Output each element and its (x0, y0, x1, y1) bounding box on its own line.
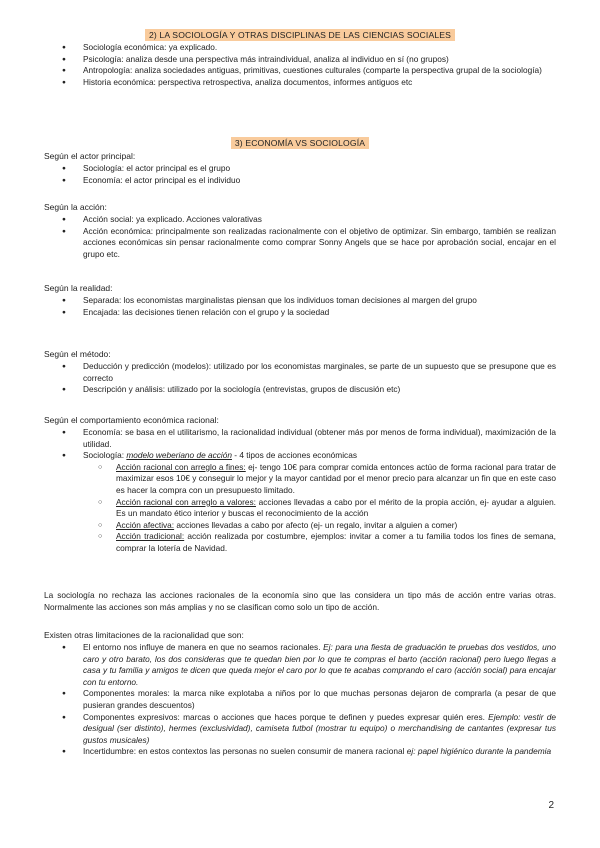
list-item (0, 712, 600, 747)
list-item: ● Acción económica: principalmente son realizadas racionalmente con el objetivo de optimizar. Sin embargo, también se realizan acciones económicas sin pensar racionalmente como comprar Sonny Angels que se hace por aprobación social, encajar en el grupo etc. (0, 226, 600, 261)
accion-list-block (0, 214, 600, 260)
group-heading-realidad: Según la realidad: (44, 283, 113, 293)
list-item: ● Sociología económica: ya explicado. (0, 42, 600, 54)
list-item (0, 531, 600, 554)
metodo-list-block (0, 361, 600, 396)
list-item: ● Economía: se basa en el utilitarismo, la racionalidad individual (obtener más por menos de forma individual), maximización de la utilidad. (0, 427, 600, 450)
limitation-text: Componentes morales: la marca nike explotaba a niños por lo que muchas personas dejaron de comprarla (a pesar de que pusieran grandes descuentos) (83, 688, 556, 710)
sociologia-prefix: Sociología: (83, 450, 127, 461)
list-item (0, 520, 600, 532)
list-item: ● Psicología: analiza desde una perspectiva más intraindividual, analiza al individuo en sí (no grupos) (0, 54, 600, 66)
list-item: ● Deducción y predicción (modelos): utilizado por los economistas marginales, se parte de un supuesto que se presupone que es correcto (0, 361, 600, 384)
summary-paragraph: La sociología no rechaza las acciones racionales de la economía sino que las considera un tipo más de acción entre varias otras. Normalmente las acciones son más amplias y no se clasifican como solo un tipo de acción. (44, 590, 556, 612)
section-title-1: 2) LA SOCIOLOGÍA Y OTRAS DISCIPLINAS DE LAS CIENCIAS SOCIALES (145, 29, 455, 41)
section-header-1 (0, 29, 600, 41)
group-heading-actor: Según el actor principal: (44, 151, 136, 161)
limitation-text: Componentes expresivos: marcas o acciones que haces porque te definen y puedes expresar quién eres. (83, 711, 489, 722)
list-item: ● Economía: el actor principal es el individuo (0, 175, 600, 187)
weber-model-label: modelo weberiano de acción (126, 450, 232, 461)
sociologia-suffix: - 4 tipos de acciones económicas (231, 450, 357, 461)
action-type-text: acciones llevadas a cabo por afecto (ej- un regalo, invitar a alguien a comer) (174, 519, 458, 530)
accion-list (0, 214, 600, 260)
list-item (0, 746, 600, 758)
limitation-example: Ejemplo: vestir de desigual (ser distinto), hermes (exclusividad), camiseta futbol (mostrar tu equipo) o merchandising de cantantes (expresar tus gustos musicales) (83, 711, 556, 745)
list-item: ● Antropología: analiza sociedades antiguas, primitivas, cuestiones culturales (comparte la perspectiva grupal de la sociología) (0, 65, 600, 77)
group-heading-comportamiento: Según el comportamiento económica racional: (44, 415, 219, 425)
list-item (0, 450, 600, 462)
action-type-text: acción realizada por costumbre, ejemplos: invitar a comer a tu familia todos los fines de semana, comprar la lotería de Navidad. (116, 531, 556, 553)
limitation-text: Incertidumbre: en estos contextos las personas no suelen consumir de manera racional (83, 746, 407, 757)
limitaciones-list (0, 642, 600, 758)
realidad-list-block (0, 295, 600, 318)
limitation-example: ej: papel higiénico durante la pandemia (406, 746, 552, 757)
list-item: ● Sociología: el actor principal es el grupo (0, 163, 600, 175)
weber-action-types-list (0, 462, 600, 555)
actor-list (0, 163, 600, 186)
list-item (0, 462, 600, 497)
disciplines-list (0, 42, 600, 88)
list-item: ● Encajada: las decisiones tienen relación con el grupo y la sociedad (0, 307, 600, 319)
limitation-example: Ej: para una fiesta de graduación te pruebas dos vestidos, uno caro y otro barato, los dos consideras que te quedan bien por lo que te compras el barto (acción racional) pero luego llegas a casa y tu familia y amigos te dicen que queda mejor el caro por lo que te acabas comprando el caro (acción social) para encajar con tu entorno. (83, 642, 556, 687)
action-type-label: Acción afectiva: (116, 519, 175, 530)
comportamiento-list-block (0, 427, 600, 555)
action-type-label: Acción racional con arreglo a valores: (116, 496, 256, 507)
page-number: 2 (548, 800, 554, 811)
realidad-list (0, 295, 600, 318)
group-heading-metodo: Según el método: (44, 349, 111, 359)
limitaciones-list-block (0, 642, 600, 758)
group-heading-limitaciones: Existen otras limitaciones de la racionalidad que son: (44, 630, 244, 640)
limitation-text: El entorno nos influye de manera en que no seamos racionales. (83, 642, 324, 652)
action-type-text: acciones llevadas a cabo por el mérito de la propia acción, ej- ayudar a alguien. Es un mandato ético interior y buscas el reconocimiento de la acción (116, 496, 556, 519)
section-title-2: 3) ECONOMÍA VS SOCIOLOGÍA (231, 137, 369, 149)
list-item (0, 688, 600, 711)
section-header-2 (0, 137, 600, 149)
list-item: ● Historia económica: perspectiva retrospectiva, analiza documentos, informes antiguos etc (0, 77, 600, 89)
metodo-list (0, 361, 600, 396)
action-type-label: Acción tradicional: (116, 531, 185, 542)
comportamiento-list (0, 427, 600, 462)
section1-list-block (0, 42, 600, 88)
list-item (0, 497, 600, 520)
action-type-label: Acción racional con arreglo a fines: (116, 461, 246, 472)
group-heading-accion: Según la acción: (44, 202, 107, 212)
list-item (0, 642, 600, 688)
actor-list-block (0, 163, 600, 186)
action-type-text: ej- tengo 10€ para comprar comida entonces actúo de forma racional para tratar de maximizar esos 10€ y conseguir lo mejor y la mayor cantidad por el menor precio para alcanzar un fin que en este caso es hacer la compra con un presupuesto limitado. (116, 461, 556, 495)
list-item: ● Separada: los economistas marginalistas piensan que los individuos toman decisiones al margen del grupo (0, 295, 600, 307)
list-item: ● Acción social: ya explicado. Acciones valorativas (0, 214, 600, 226)
list-item: ● Descripción y análisis: utilizado por la sociología (entrevistas, grupos de discusión etc) (0, 384, 600, 396)
